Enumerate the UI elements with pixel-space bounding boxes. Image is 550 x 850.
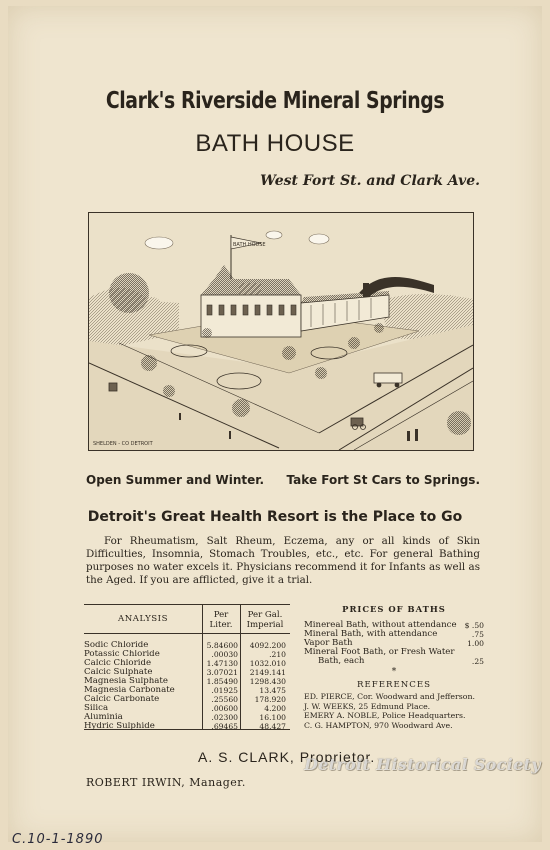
reference-item: C. G. HAMPTON, 970 Woodward Ave.	[304, 720, 453, 730]
engraver-credit: SHELDEN - CO DETROIT	[93, 441, 153, 447]
bath-house-engraving	[88, 212, 474, 451]
table-row: Calcic Sulphate 3.07021 2149.141	[84, 668, 286, 677]
watermark: Detroit Historical Society	[304, 755, 541, 774]
table-row: Calcic Chloride 1.47130 1032.010	[84, 659, 286, 668]
table-row: Calcic Carbonate .25560 178.920	[84, 695, 286, 704]
table-row: Sodic Chloride 5.84600 4092.200	[84, 641, 286, 650]
banner-text: BATH HOUSE	[233, 242, 266, 248]
document-subtitle: BATH HOUSE	[195, 130, 355, 157]
analysis-table	[84, 604, 290, 730]
prices-of-baths	[304, 604, 484, 730]
tagline-directions: Take Fort St Cars to Springs.	[286, 473, 480, 487]
engraving-illustration	[89, 213, 473, 450]
table-row: Hydric Sulphide .69465 48.427	[84, 722, 286, 731]
proprietor-line: A. S. CLARK, Proprietor.	[198, 749, 376, 765]
reference-item: ED. PIERCE, Cor. Woodward and Jefferson.	[304, 692, 475, 701]
price-row: Bath, each .25	[318, 656, 484, 666]
analysis-header: ANALYSIS	[118, 614, 168, 624]
table-row: Magnesia Carbonate .01925 13.475	[84, 686, 286, 695]
price-row: Vapor Bath 1.00	[304, 638, 484, 648]
per-liter-header: Per Liter.	[209, 610, 233, 630]
table-row: Silica .00600 4.200	[84, 704, 286, 713]
price-row: Mineral Foot Bath, or Fresh Water	[304, 647, 455, 657]
section-separator: *	[391, 667, 397, 677]
prices-title: PRICES OF BATHS	[342, 604, 446, 614]
reference-item: EMERY A. NOBLE, Police Headquarters.	[304, 711, 466, 720]
table-row: Aluminia .02300 16.100	[84, 713, 286, 722]
table-row: Magnesia Sulphate 1.85490 1298.430	[84, 677, 286, 686]
per-gallon-header: Per Gal. Imperial	[246, 610, 284, 630]
references-title: REFERENCES	[357, 680, 431, 690]
address-line: West Fort St. and Clark Ave.	[260, 173, 480, 189]
price-row: Minereal Bath, without attendance $ .50	[304, 620, 484, 630]
headline: Detroit's Great Health Resort is the Place to Go	[87, 509, 463, 525]
intro-paragraph: For Rheumatism, Salt Rheum, Eczema, any or all kinds of Skin Difficulties, Insomnia, Stomach Troubles, etc., etc. For general Bathing purposes no water excels it. Physicians recommend it for Infants as well as the Aged. If you are afflicted, give it a trial.	[86, 535, 480, 586]
price-row: Mineral Bath, with attendance .75	[304, 629, 484, 639]
tagline-open-season: Open Summer and Winter.	[86, 473, 265, 487]
reference-item: J. W. WEEKS, 25 Edmund Place.	[304, 701, 431, 711]
analysis-rows	[84, 641, 290, 731]
manager-line: ROBERT IRWIN, Manager.	[86, 776, 246, 789]
document-title: Clark's Riverside Mineral Springs	[105, 88, 445, 114]
archive-number: C.10-1-1890	[12, 832, 104, 847]
table-row: Potassic Chloride .00030 .210	[84, 650, 286, 659]
